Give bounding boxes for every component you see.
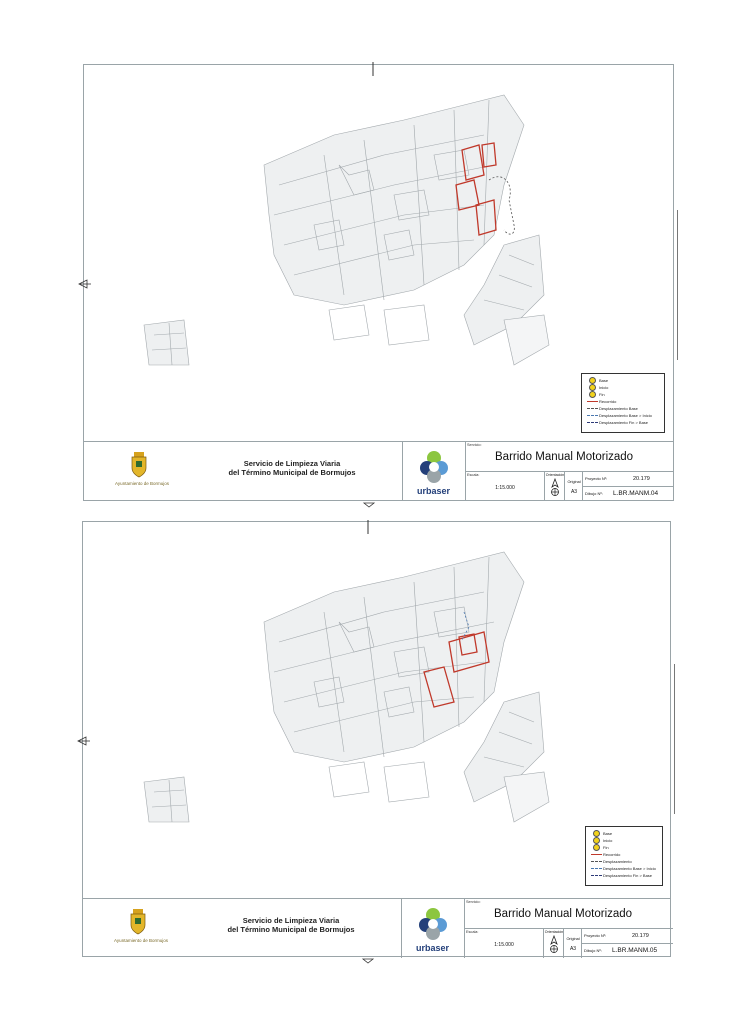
inicio-marker-icon	[593, 837, 600, 844]
proyecto-label: Proyecto Nº:	[585, 476, 608, 481]
map-frame	[82, 521, 671, 957]
company-logo-block	[401, 899, 465, 958]
escala-value: 1:15.000	[495, 485, 515, 491]
street-network	[144, 95, 549, 365]
orientacion-label: Orientación	[545, 473, 565, 477]
escala-label: Escala:	[466, 930, 479, 934]
servicio-label: Servicio:	[467, 443, 482, 447]
legend-item: Desplazamiento Fin > Base	[589, 872, 659, 879]
dibujo-label: Dibujo Nº:	[585, 491, 603, 496]
escala-value: 1:15.000	[494, 942, 514, 948]
base-marker-icon	[593, 830, 600, 837]
municipality-name: Ayuntamiento de Bormujos	[114, 938, 168, 943]
legend-item: Inicio	[589, 837, 659, 844]
right-edge-ruler	[674, 664, 675, 814]
legend-item: Desplazamiento Base	[585, 405, 661, 412]
company-name: urbaser	[415, 943, 450, 953]
bottom-center-arrow-icon	[362, 951, 374, 969]
dibujo-label: Dibujo Nº:	[584, 948, 602, 953]
proyecto-label: Proyecto Nº:	[584, 933, 607, 938]
recorrido-line-icon	[587, 401, 598, 402]
service-description	[201, 916, 381, 935]
fin-marker-icon	[589, 391, 596, 398]
base-marker-icon	[589, 377, 596, 384]
service-line-1: Servicio de Limpieza Viaria	[242, 916, 340, 925]
top-center-mark-icon	[367, 520, 369, 539]
top-center-mark-icon	[372, 62, 374, 81]
original-value: A3	[569, 946, 577, 952]
title-block	[83, 898, 670, 958]
map-sheet-2	[0, 457, 745, 957]
servicio-cell	[464, 899, 673, 929]
proyecto-cell	[582, 929, 673, 944]
legend-item: Base	[589, 830, 659, 837]
dibujo-value: L.BR.MANM.04	[613, 490, 659, 497]
fin-marker-icon	[593, 844, 600, 851]
municipality-block	[83, 899, 402, 958]
orientacion-cell	[544, 929, 564, 958]
legend-item: Fin	[585, 391, 661, 398]
map-legend	[585, 826, 663, 886]
original-label: Original	[566, 937, 580, 941]
proyecto-value: 20.179	[632, 933, 649, 939]
servicio-label: Servicio:	[466, 900, 481, 904]
urbaser-logo-icon	[418, 907, 448, 941]
legend-item: Recorrido	[589, 851, 659, 858]
proyecto-value: 20.179	[633, 476, 650, 482]
company-name: urbaser	[416, 486, 451, 496]
legend-item: Recorrido	[585, 398, 661, 405]
desplazamiento-base-inicio-line-icon	[591, 868, 602, 869]
map-frame	[83, 64, 674, 501]
desplazamiento-base-inicio-line-icon	[587, 415, 598, 416]
map-legend	[581, 373, 665, 433]
original-label: Original	[567, 480, 581, 484]
drawing-info	[464, 899, 673, 958]
left-center-arrow-icon	[77, 733, 91, 751]
municipality-name: Ayuntamiento de Bormujos	[115, 481, 169, 486]
municipality-crest-icon	[129, 909, 147, 935]
legend-item: Base	[585, 377, 661, 384]
original-cell	[564, 929, 582, 958]
servicio-title: Barrido Manual Motorizado	[494, 908, 633, 920]
dibujo-cell	[582, 944, 673, 958]
servicio-title: Barrido Manual Motorizado	[495, 451, 634, 463]
map-sheet-1	[0, 0, 745, 500]
legend-item: Desplazamiento Base > Inicio	[589, 865, 659, 872]
north-arrow-icon	[549, 935, 559, 955]
legend-item: Fin	[589, 844, 659, 851]
legend-item: Inicio	[585, 384, 661, 391]
escala-cell	[464, 929, 544, 958]
inicio-marker-icon	[589, 384, 596, 391]
service-line-1: Servicio de Limpieza Viaria	[243, 459, 341, 468]
recorrido-line-icon	[591, 854, 602, 855]
legend-item: Desplazamiento Base > Inicio	[585, 412, 661, 419]
left-center-arrow-icon	[78, 276, 92, 294]
original-value: A3	[570, 489, 578, 495]
dibujo-value: L.BR.MANM.05	[612, 947, 658, 954]
street-network	[144, 552, 549, 822]
legend-item: Desplazamiento Fin > Base	[585, 419, 661, 426]
escala-label: Escala:	[467, 473, 480, 477]
desplazamiento-fin-line-icon	[587, 408, 598, 409]
desplazamiento-line-icon	[591, 861, 602, 862]
desplazamiento-fin-base-line-icon	[587, 422, 598, 423]
orientacion-label: Orientación	[544, 930, 564, 934]
service-line-2: del Término Municipal de Bormujos	[227, 925, 355, 935]
legend-item: Desplazamiento	[589, 858, 659, 865]
right-edge-ruler	[677, 210, 678, 360]
desplazamiento-fin-base-line-icon	[591, 875, 602, 876]
service-line-2: del Término Municipal de Bormujos	[228, 468, 356, 478]
